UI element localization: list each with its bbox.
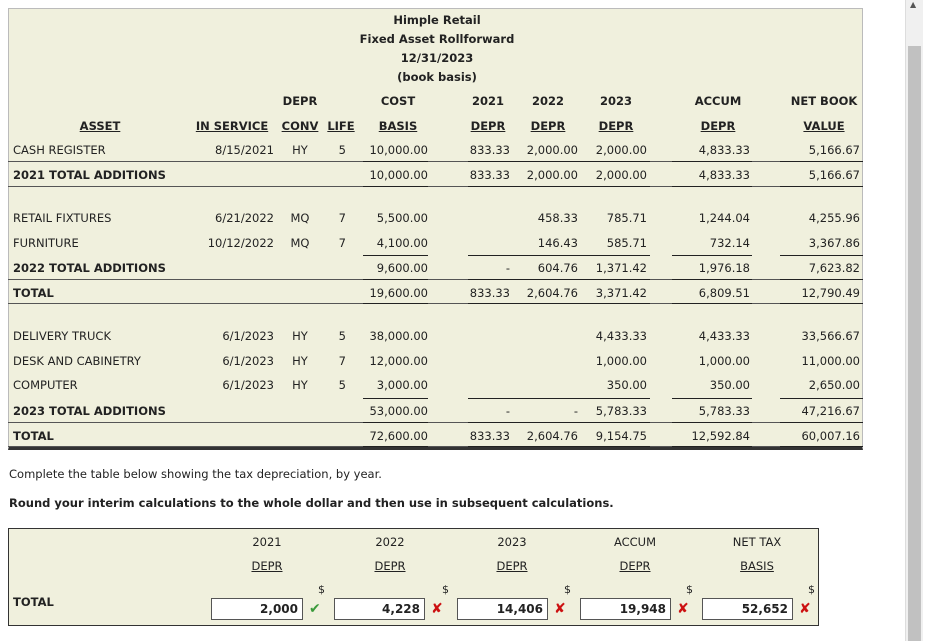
cell-d2023: 9,154.75: [595, 429, 647, 443]
tax-col-accum-bottom: DEPR: [619, 559, 651, 573]
col-accum-top: ACCUM: [694, 94, 742, 108]
row-label: COMPUTER: [13, 378, 78, 392]
x-mark-icon: ✘: [554, 601, 566, 617]
cell-d2023: 3,371.42: [595, 286, 647, 300]
cell-life: 5: [338, 329, 346, 343]
tax-row-total-label: TOTAL: [13, 595, 54, 609]
currency-symbol: $: [564, 583, 571, 596]
cell-d2023: 785.71: [606, 211, 647, 225]
separator-line: [363, 186, 428, 187]
separator-line: [363, 279, 428, 280]
cell-cost: 10,000.00: [369, 168, 428, 182]
cell-conv: HY: [292, 329, 308, 343]
cell-cost: 5,500.00: [376, 211, 428, 225]
cell-cost: 10,000.00: [369, 143, 428, 157]
x-mark-icon: ✘: [677, 601, 689, 617]
currency-symbol: $: [686, 583, 693, 596]
cell-accum: 4,433.33: [698, 329, 750, 343]
cell-d2022: 2,604.76: [526, 429, 578, 443]
cell-cost: 4,100.00: [376, 236, 428, 250]
tax-2022-depr-input[interactable]: 4,228: [334, 598, 425, 620]
cell-d2023: 2,000.00: [595, 143, 647, 157]
scroll-up-arrow-icon[interactable]: ▲: [910, 0, 917, 9]
cell-accum: 732.14: [709, 236, 750, 250]
col-asset: ASSET: [79, 119, 121, 133]
tax-accum-depr-input[interactable]: 19,948: [580, 598, 671, 620]
cell-date: 6/1/2023: [222, 378, 274, 392]
cell-conv: MQ: [290, 211, 310, 225]
row-label: 2023 TOTAL ADDITIONS: [13, 404, 166, 418]
row-label: TOTAL: [13, 429, 54, 443]
cell-nbv: 11,000.00: [801, 354, 860, 368]
cell-life: 7: [338, 211, 346, 225]
cell-date: 6/21/2022: [215, 211, 274, 225]
separator-line: [672, 446, 752, 447]
separator-line: [780, 398, 863, 399]
cell-accum: 4,833.33: [698, 168, 750, 182]
separator-line: [468, 255, 650, 256]
cell-cost: 3,000.00: [376, 378, 428, 392]
cell-d2022: 2,604.76: [526, 286, 578, 300]
cell-life: 5: [338, 378, 346, 392]
col-accum-bottom: DEPR: [700, 119, 736, 133]
separator-line: [672, 186, 752, 187]
row-label: 2021 TOTAL ADDITIONS: [13, 168, 166, 182]
x-mark-icon: ✘: [431, 601, 443, 617]
col-2021-top: 2021: [471, 94, 504, 108]
cell-nbv: 33,566.67: [801, 329, 860, 343]
separator-line: [468, 422, 650, 423]
cell-conv: MQ: [290, 236, 310, 250]
tax-col-nettax-top: NET TAX: [732, 535, 782, 549]
col-2021-bottom: DEPR: [470, 119, 506, 133]
scrollbar-thumb[interactable]: [908, 46, 921, 641]
cell-nbv: 12,790.49: [801, 286, 860, 300]
row-label: DESK AND CABINETRY: [13, 354, 141, 368]
separator-line: [363, 422, 428, 423]
cell-d2023: 350.00: [606, 378, 647, 392]
cell-cost: 9,600.00: [376, 261, 428, 275]
cell-cost: 53,000.00: [369, 404, 428, 418]
tax-col-2021-bottom: DEPR: [251, 559, 283, 573]
cell-cost: 12,000.00: [369, 354, 428, 368]
cell-nbv: 7,623.82: [808, 261, 860, 275]
cell-conv: HY: [292, 378, 308, 392]
currency-symbol: $: [318, 583, 325, 596]
separator-line: [672, 303, 752, 304]
cell-life: 7: [338, 236, 346, 250]
cell-nbv: 60,007.16: [801, 429, 860, 443]
col-depr-top: DEPR: [282, 94, 318, 108]
cell-accum: 350.00: [709, 378, 750, 392]
cell-cost: 72,600.00: [369, 429, 428, 443]
row-label: TOTAL: [13, 286, 54, 300]
cell-accum: 12,592.84: [691, 429, 750, 443]
cell-life: 7: [338, 354, 346, 368]
cell-d2021: -: [505, 404, 510, 418]
cell-d2022: 458.33: [537, 211, 578, 225]
separator-line: [780, 422, 863, 423]
row-label: FURNITURE: [13, 236, 79, 250]
separator-line: [780, 161, 863, 162]
col-nbv-bottom: VALUE: [803, 119, 845, 133]
cell-date: 10/12/2022: [207, 236, 274, 250]
cell-cost: 19,600.00: [369, 286, 428, 300]
col-2022-top: 2022: [531, 94, 564, 108]
tax-col-accum-top: ACCUM: [613, 535, 657, 549]
separator-line: [672, 398, 752, 399]
cell-d2022: 2,000.00: [526, 143, 578, 157]
company-name: Himple Retail: [393, 13, 481, 27]
cell-date: 8/15/2021: [215, 143, 274, 157]
rounding-instruction: Round your interim calculations to the whole dollar and then use in subsequent calculations.: [9, 496, 614, 510]
row-label: RETAIL FIXTURES: [13, 211, 112, 225]
cell-d2023: 1,371.42: [595, 261, 647, 275]
cell-nbv: 47,216.67: [801, 404, 860, 418]
tax-col-2021-top: 2021: [252, 535, 282, 549]
cell-d2022: -: [573, 404, 578, 418]
tax-col-2023-bottom: DEPR: [496, 559, 528, 573]
cell-d2021: 833.33: [469, 168, 510, 182]
separator-line: [672, 255, 752, 256]
col-2022-bottom: DEPR: [530, 119, 566, 133]
tax-col-2022-bottom: DEPR: [374, 559, 406, 573]
tax-2023-depr-input[interactable]: 14,406: [457, 598, 548, 620]
separator-line: [363, 398, 428, 399]
cell-nbv: 3,367.86: [808, 236, 860, 250]
vertical-scrollbar[interactable]: [905, 0, 923, 641]
cell-nbv: 2,650.00: [808, 378, 860, 392]
currency-symbol: $: [808, 583, 815, 596]
col-life: LIFE: [327, 119, 355, 133]
report-title: Fixed Asset Rollforward: [359, 32, 515, 46]
separator-line: [780, 186, 863, 187]
row-label: DELIVERY TRUCK: [13, 329, 111, 343]
cell-nbv: 5,166.67: [808, 143, 860, 157]
separator-line: [468, 446, 650, 447]
report-date: 12/31/2023: [400, 51, 474, 65]
cell-conv: HY: [292, 143, 308, 157]
cell-nbv: 4,255.96: [808, 211, 860, 225]
separator-line: [363, 446, 428, 447]
row-label: CASH REGISTER: [13, 143, 106, 157]
col-cost-bottom: BASIS: [378, 119, 418, 133]
tax-net-basis-input[interactable]: 52,652: [702, 598, 793, 620]
row-label: 2022 TOTAL ADDITIONS: [13, 261, 166, 275]
tax-col-2023-top: 2023: [497, 535, 527, 549]
separator-line: [363, 255, 428, 256]
tax-2021-depr-input[interactable]: 2,000: [211, 598, 303, 620]
cell-accum: 6,809.51: [698, 286, 750, 300]
cell-date: 6/1/2023: [222, 354, 274, 368]
col-conv: CONV: [281, 119, 319, 133]
separator-line: [363, 161, 428, 162]
separator-line: [780, 446, 863, 447]
cell-accum: 5,783.33: [698, 404, 750, 418]
separator-line: [468, 186, 650, 187]
cell-d2022: 2,000.00: [526, 168, 578, 182]
cell-conv: HY: [292, 354, 308, 368]
cell-d2023: 1,000.00: [595, 354, 647, 368]
cell-accum: 1,976.18: [698, 261, 750, 275]
currency-symbol: $: [442, 583, 449, 596]
report-basis: (book basis): [397, 70, 477, 84]
separator-line: [468, 303, 650, 304]
cell-d2021: 833.33: [469, 143, 510, 157]
cell-date: 6/1/2023: [222, 329, 274, 343]
cell-d2023: 4,433.33: [595, 329, 647, 343]
separator-line: [363, 303, 428, 304]
separator-line: [468, 398, 650, 399]
separator-line: [780, 255, 863, 256]
cell-life: 5: [338, 143, 346, 157]
separator-line: [672, 422, 752, 423]
cell-nbv: 5,166.67: [808, 168, 860, 182]
instruction-text: Complete the table below showing the tax depreciation, by year.: [9, 467, 382, 481]
cell-d2021: 833.33: [469, 286, 510, 300]
cell-cost: 38,000.00: [369, 329, 428, 343]
tax-col-nettax-bottom: BASIS: [740, 559, 774, 573]
cell-d2023: 2,000.00: [595, 168, 647, 182]
separator-line: [468, 161, 650, 162]
cell-accum: 1,244.04: [698, 211, 750, 225]
cell-d2021: -: [505, 261, 510, 275]
col-in-service: IN SERVICE: [195, 119, 269, 133]
separator-line: [780, 303, 863, 304]
separator-line: [672, 161, 752, 162]
col-2023-top: 2023: [599, 94, 632, 108]
col-2023-bottom: DEPR: [598, 119, 634, 133]
cell-d2022: 146.43: [537, 236, 578, 250]
checkmark-icon: ✔: [309, 601, 321, 617]
separator-line: [468, 279, 650, 280]
col-cost-top: COST: [380, 94, 416, 108]
cell-d2023: 585.71: [606, 236, 647, 250]
tax-col-2022-top: 2022: [375, 535, 405, 549]
col-nbv-top: NET BOOK: [790, 94, 858, 108]
cell-d2021: 833.33: [469, 429, 510, 443]
x-mark-icon: ✘: [799, 601, 811, 617]
separator-line: [780, 279, 863, 280]
separator-line: [672, 279, 752, 280]
cell-accum: 1,000.00: [698, 354, 750, 368]
cell-d2023: 5,783.33: [595, 404, 647, 418]
cell-accum: 4,833.33: [698, 143, 750, 157]
cell-d2022: 604.76: [537, 261, 578, 275]
